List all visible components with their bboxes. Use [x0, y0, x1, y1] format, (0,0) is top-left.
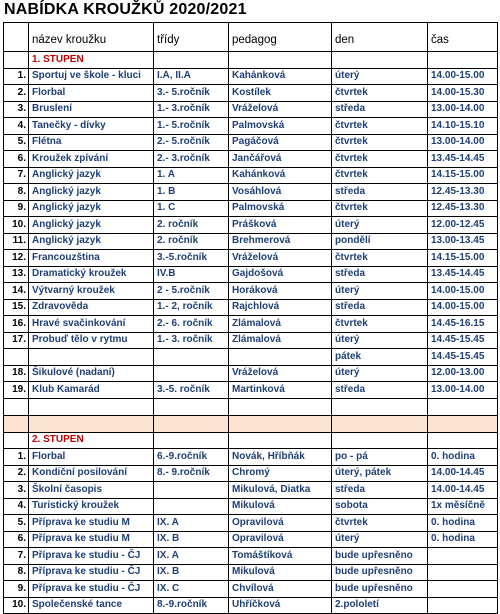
teacher-cell: Tomáštíková [229, 548, 332, 565]
day-cell: čtvrtek [332, 167, 428, 184]
club-name-cell: Příprava ke studiu - ČJ [29, 548, 154, 565]
grades-cell [154, 498, 229, 515]
section-label: 1. STUPEN [29, 52, 154, 69]
teacher-cell: Zlámalová [229, 332, 332, 349]
header-row [4, 23, 498, 52]
time-cell [428, 564, 498, 581]
table-row [4, 250, 498, 267]
day-cell: čtvrtek [332, 200, 428, 217]
row-number-cell: 18. [4, 365, 29, 382]
grades-cell: 2 - 5.ročník [154, 283, 229, 300]
row-number-cell: 9. [4, 581, 29, 598]
time-cell: 14.00-15.00 [428, 68, 498, 85]
table-row [4, 85, 498, 102]
table-row [4, 581, 498, 598]
header-time: čas [428, 23, 498, 52]
time-cell [428, 415, 498, 432]
table-row [4, 498, 498, 515]
time-cell [428, 52, 498, 69]
table-row [4, 151, 498, 168]
grades-cell: 2.- 5.ročník [154, 134, 229, 151]
row-number-cell: 7. [4, 548, 29, 565]
table-row [4, 167, 498, 184]
club-name-cell: Anglický jazyk [29, 217, 154, 234]
grades-cell: 1.- 2, ročník [154, 299, 229, 316]
teacher-cell [229, 432, 332, 449]
grades-cell [154, 365, 229, 382]
day-cell: úterý [332, 68, 428, 85]
day-cell: středa [332, 299, 428, 316]
teacher-cell: Chromý [229, 465, 332, 482]
day-cell: úterý [332, 332, 428, 349]
grades-cell [154, 482, 229, 499]
grades-cell [154, 398, 229, 415]
teacher-cell: Mikulová [229, 498, 332, 515]
teacher-cell [229, 398, 332, 415]
teacher-cell [229, 415, 332, 432]
time-cell: 13.00-14.00 [428, 382, 498, 399]
day-cell: úterý, pátek [332, 465, 428, 482]
grades-cell [154, 432, 229, 449]
grades-cell: IX. B [154, 564, 229, 581]
time-cell [428, 548, 498, 565]
table-row [4, 382, 498, 399]
club-name-cell: Francouzština [29, 250, 154, 267]
time-cell: 0. hodina [428, 531, 498, 548]
teacher-cell: Chvílová [229, 581, 332, 598]
club-name-cell: Probuď tělo v rytmu [29, 332, 154, 349]
row-number-cell: 8. [4, 564, 29, 581]
club-name-cell: Turistický kroužek [29, 498, 154, 515]
day-cell: bude upřesněno [332, 548, 428, 565]
grades-cell [154, 349, 229, 366]
time-cell: 12.00-12.45 [428, 217, 498, 234]
teacher-cell: Rajchlová [229, 299, 332, 316]
day-cell [332, 415, 428, 432]
teacher-cell: Novák, Hříbňák [229, 449, 332, 466]
row-number-cell: 1. [4, 68, 29, 85]
club-name-cell: Anglický jazyk [29, 200, 154, 217]
time-cell: 12.45-13.30 [428, 184, 498, 201]
club-name-cell: Kroužek zpívání [29, 151, 154, 168]
time-cell [428, 432, 498, 449]
club-name-cell [29, 349, 154, 366]
table-row [4, 531, 498, 548]
teacher-cell: Jančářová [229, 151, 332, 168]
teacher-cell: Uhříčková [229, 597, 332, 614]
club-name-cell: Flétna [29, 134, 154, 151]
row-number-cell [4, 415, 29, 432]
club-name-cell: Anglický jazyk [29, 233, 154, 250]
day-cell: úterý [332, 283, 428, 300]
time-cell: 14.45-15.45 [428, 332, 498, 349]
row-number-cell: 8. [4, 184, 29, 201]
table-row [4, 68, 498, 85]
row-number-cell: 5. [4, 515, 29, 532]
time-cell: 14.45-15.45 [428, 349, 498, 366]
club-name-cell: Příprava ke studiu - ČJ [29, 564, 154, 581]
time-cell: 14.15-15.00 [428, 167, 498, 184]
time-cell: 12.00-13.00 [428, 365, 498, 382]
day-cell: čtvrtek [332, 118, 428, 135]
table-row [4, 266, 498, 283]
day-cell [332, 432, 428, 449]
day-cell: sobota [332, 498, 428, 515]
club-name-cell: Školní časopis [29, 482, 154, 499]
club-name-cell [29, 415, 154, 432]
row-number-cell: 12. [4, 250, 29, 267]
row-number-cell: 7. [4, 167, 29, 184]
time-cell: 14.00-15.30 [428, 85, 498, 102]
table-row [4, 482, 498, 499]
day-cell: středa [332, 101, 428, 118]
time-cell: 13.45-14.45 [428, 151, 498, 168]
teacher-cell: Zlámalová [229, 316, 332, 333]
row-number-cell: 14. [4, 283, 29, 300]
row-number-cell: 3. [4, 101, 29, 118]
table-row [4, 449, 498, 466]
day-cell: úterý [332, 365, 428, 382]
table-row [4, 564, 498, 581]
table-row [4, 233, 498, 250]
table-row [4, 283, 498, 300]
grades-cell: 1. C [154, 200, 229, 217]
row-number-cell: 1. [4, 449, 29, 466]
row-number-cell: 10. [4, 217, 29, 234]
row-number-cell: 3. [4, 482, 29, 499]
row-number-cell [4, 398, 29, 415]
header-grades: třídy [154, 23, 229, 52]
row-number-cell: 4. [4, 498, 29, 515]
day-cell: čtvrtek [332, 316, 428, 333]
row-number-cell [4, 349, 29, 366]
day-cell: středa [332, 266, 428, 283]
teacher-cell: Vráželová [229, 250, 332, 267]
club-name-cell: Příprava ke studiu M [29, 531, 154, 548]
teacher-cell: Prášková [229, 217, 332, 234]
club-name-cell: Výtvarný kroužek [29, 283, 154, 300]
teacher-cell [229, 52, 332, 69]
table-row [4, 316, 498, 333]
grades-cell: IX. A [154, 548, 229, 565]
time-cell: 13.00-14.00 [428, 101, 498, 118]
time-cell: 14.00-15.00 [428, 283, 498, 300]
teacher-cell: Horáková [229, 283, 332, 300]
club-name-cell: Florbal [29, 85, 154, 102]
table-row [4, 118, 498, 135]
header-teacher: pedagog [229, 23, 332, 52]
day-cell: úterý [332, 531, 428, 548]
time-cell [428, 597, 498, 614]
spacer-row [4, 415, 498, 432]
club-name-cell: Bruslení [29, 101, 154, 118]
row-number-cell: 19. [4, 382, 29, 399]
grades-cell: 1. B [154, 184, 229, 201]
club-name-cell: Kondiční posilování [29, 465, 154, 482]
grades-cell [154, 52, 229, 69]
day-cell: čtvrtek [332, 515, 428, 532]
grades-cell [154, 415, 229, 432]
table-row [4, 299, 498, 316]
row-number-cell: 16. [4, 316, 29, 333]
day-cell: pondělí [332, 233, 428, 250]
table-row [4, 184, 498, 201]
teacher-cell: Kostílek [229, 85, 332, 102]
table-row [4, 515, 498, 532]
row-number-cell: 15. [4, 299, 29, 316]
section-label: 2. STUPEN [29, 432, 154, 449]
grades-cell: 8.-9.ročník [154, 597, 229, 614]
table-row [4, 200, 498, 217]
day-cell: bude upřesněno [332, 581, 428, 598]
teacher-cell: Palmovská [229, 118, 332, 135]
day-cell: čtvrtek [332, 250, 428, 267]
day-cell: pátek [332, 349, 428, 366]
row-number-cell: 10. [4, 597, 29, 614]
time-cell: 14.00-14.45 [428, 465, 498, 482]
grades-cell: 2. ročník [154, 217, 229, 234]
teacher-cell [229, 349, 332, 366]
table-row [4, 597, 498, 614]
teacher-cell: Opravilová [229, 531, 332, 548]
time-cell: 0. hodina [428, 449, 498, 466]
day-cell: čtvrtek [332, 134, 428, 151]
teacher-cell: Kahánková [229, 167, 332, 184]
teacher-cell: Mikulová, Diatka [229, 482, 332, 499]
time-cell: 13.00-13.45 [428, 233, 498, 250]
grades-cell: 2. ročník [154, 233, 229, 250]
table-row [4, 101, 498, 118]
time-cell [428, 581, 498, 598]
club-name-cell: Hravé svačinkování [29, 316, 154, 333]
table-row [4, 548, 498, 565]
row-number-cell: 9. [4, 200, 29, 217]
table-row [4, 365, 498, 382]
club-name-cell: Společenské tance [29, 597, 154, 614]
grades-cell: 1.- 3.ročník [154, 101, 229, 118]
teacher-cell: Opravilová [229, 515, 332, 532]
teacher-cell: Vosáhlová [229, 184, 332, 201]
day-cell: čtvrtek [332, 85, 428, 102]
row-number-cell: 6. [4, 531, 29, 548]
day-cell [332, 398, 428, 415]
teacher-cell: Martinková [229, 382, 332, 399]
grades-cell: 1. A [154, 167, 229, 184]
club-name-cell: Florbal [29, 449, 154, 466]
time-cell: 14.15-15.00 [428, 250, 498, 267]
row-number-cell: 6. [4, 151, 29, 168]
club-name-cell: Anglický jazyk [29, 167, 154, 184]
table-row [4, 349, 498, 366]
club-name-cell: Dramatický kroužek [29, 266, 154, 283]
grades-cell: 6.-9.ročník [154, 449, 229, 466]
club-name-cell: Anglický jazyk [29, 184, 154, 201]
header-club-name: název kroužku [29, 23, 154, 52]
time-cell: 0. hodina [428, 515, 498, 532]
grades-cell: 3.-5.ročník [154, 250, 229, 267]
grades-cell: 2.- 6. ročník [154, 316, 229, 333]
teacher-cell: Vráželová [229, 101, 332, 118]
day-cell: středa [332, 482, 428, 499]
day-cell: čtvrtek [332, 151, 428, 168]
row-number-cell: 13. [4, 266, 29, 283]
club-name-cell: Klub Kamarád [29, 382, 154, 399]
header-day: den [332, 23, 428, 52]
time-cell: 13.00-14.00 [428, 134, 498, 151]
row-number-cell [4, 432, 29, 449]
grades-cell: IX. C [154, 581, 229, 598]
time-cell: 12.45-13.30 [428, 200, 498, 217]
page-title: NABÍDKA KROUŽKŮ 2020/2021 [4, 1, 247, 18]
row-number-cell: 17. [4, 332, 29, 349]
teacher-cell: Mikulová [229, 564, 332, 581]
teacher-cell: Pagáčová [229, 134, 332, 151]
teacher-cell: Vráželová [229, 365, 332, 382]
time-cell: 13.45-14.45 [428, 266, 498, 283]
time-cell: 14.00-14.45 [428, 482, 498, 499]
grades-cell: 2.- 3.ročník [154, 151, 229, 168]
grades-cell: IX. A [154, 515, 229, 532]
row-number-cell: 2. [4, 465, 29, 482]
grades-cell: 8.- 9.ročník [154, 465, 229, 482]
day-cell: 2.pololetí [332, 597, 428, 614]
time-cell: 14.10-15.10 [428, 118, 498, 135]
grades-cell: 1.- 5.ročník [154, 118, 229, 135]
row-number-cell: 11. [4, 233, 29, 250]
grades-cell: 3.- 5.ročník [154, 85, 229, 102]
table-row [4, 465, 498, 482]
teacher-cell: Palmovská [229, 200, 332, 217]
section-header-2 [4, 432, 498, 449]
grades-cell: I.A, II.A [154, 68, 229, 85]
section-header-1 [4, 52, 498, 69]
grades-cell: IX. B [154, 531, 229, 548]
time-cell: 14.00-15.00 [428, 299, 498, 316]
club-name-cell: Příprava ke studiu M [29, 515, 154, 532]
day-cell: bude upřesněno [332, 564, 428, 581]
time-cell: 1x měsíčně [428, 498, 498, 515]
time-cell [428, 398, 498, 415]
day-cell [332, 52, 428, 69]
club-name-cell: Sportuj ve škole - kluci [29, 68, 154, 85]
teacher-cell: Brehmerová [229, 233, 332, 250]
club-name-cell: Zdravověda [29, 299, 154, 316]
day-cell: středa [332, 184, 428, 201]
grades-cell: IV.B [154, 266, 229, 283]
table-row [4, 134, 498, 151]
club-name-cell: Tanečky - dívky [29, 118, 154, 135]
header-row-number [4, 23, 29, 52]
row-number-cell [4, 52, 29, 69]
day-cell: středa [332, 382, 428, 399]
time-cell: 14.45-16.15 [428, 316, 498, 333]
teacher-cell: Gajdošová [229, 266, 332, 283]
row-number-cell: 5. [4, 134, 29, 151]
grades-cell: 3.-5. ročník [154, 382, 229, 399]
day-cell: po - pá [332, 449, 428, 466]
clubs-table [3, 22, 498, 614]
club-name-cell [29, 398, 154, 415]
club-name-cell: Šikulové (nadaní) [29, 365, 154, 382]
table-row [4, 217, 498, 234]
teacher-cell: Kahánková [229, 68, 332, 85]
club-name-cell: Příprava ke studiu - ČJ [29, 581, 154, 598]
row-number-cell: 2. [4, 85, 29, 102]
blank-row [4, 398, 498, 415]
day-cell: úterý [332, 217, 428, 234]
grades-cell: 1.- 3. ročník [154, 332, 229, 349]
row-number-cell: 4. [4, 118, 29, 135]
table-row [4, 332, 498, 349]
